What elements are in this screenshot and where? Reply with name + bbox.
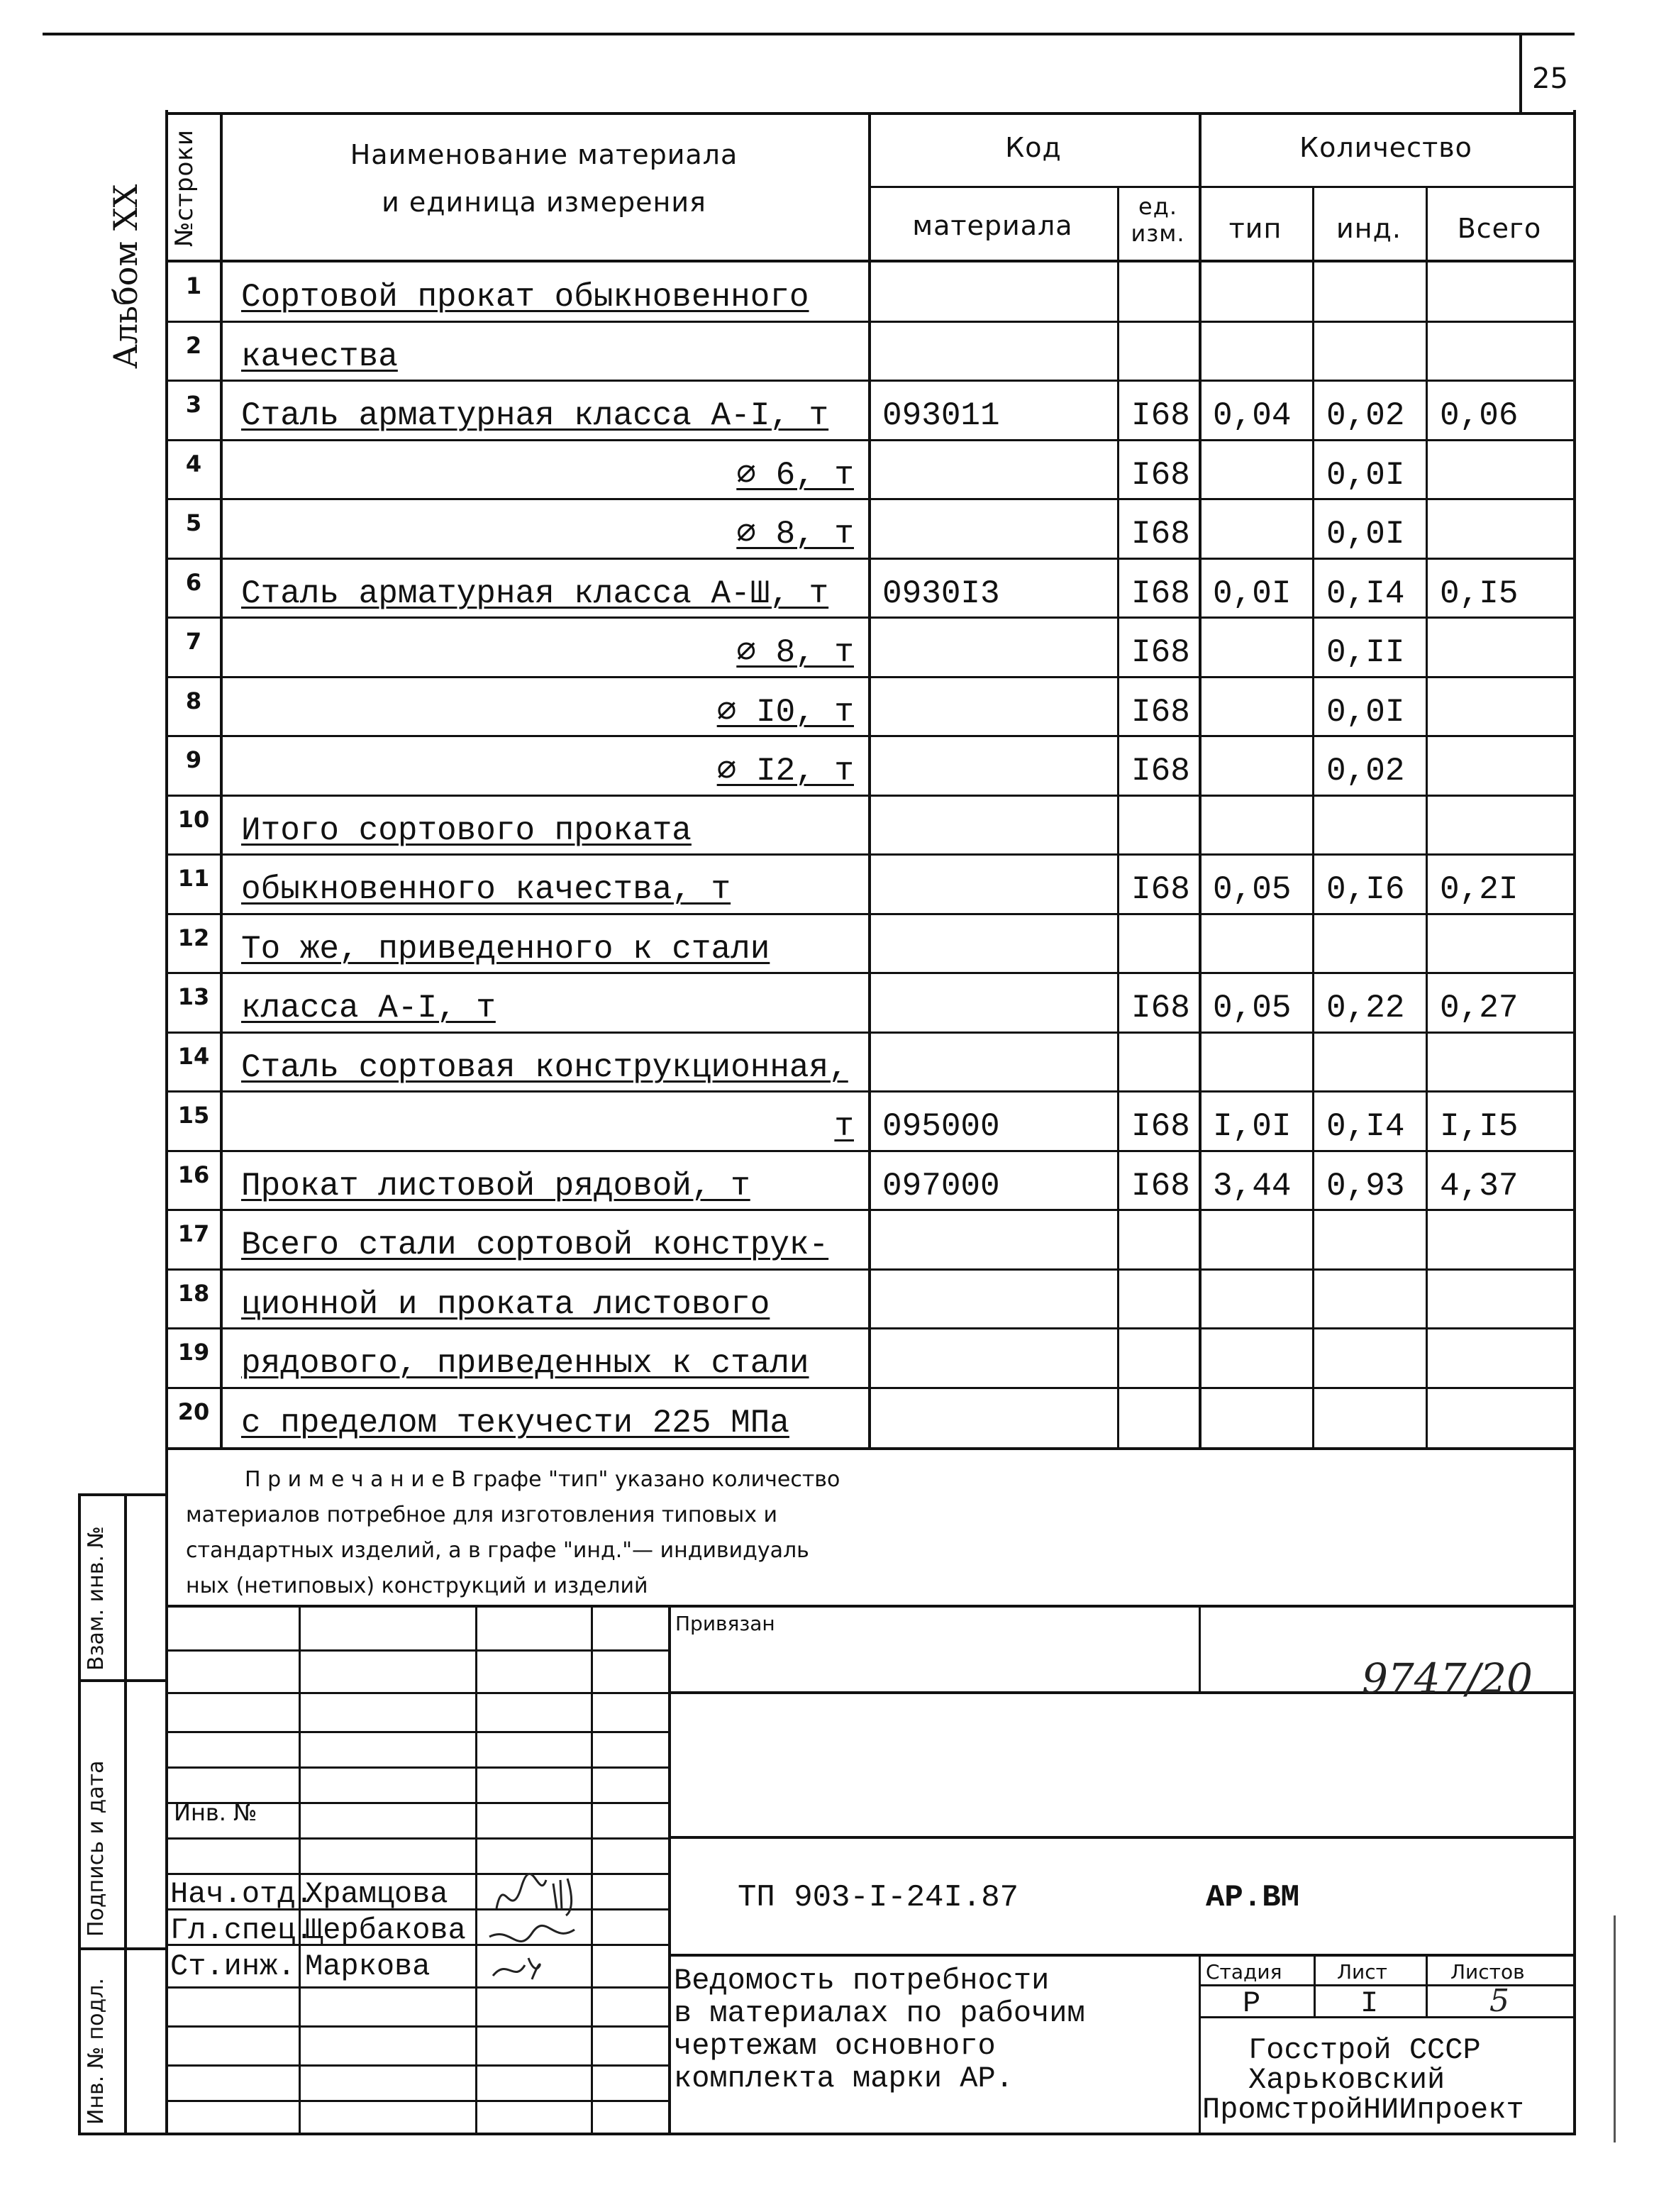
header-unit-line1: ед. bbox=[1138, 193, 1177, 220]
side-vzam-label: Взам. инв. № bbox=[84, 1526, 109, 1671]
qty-total: I,I5 bbox=[1440, 1108, 1519, 1145]
note-line-4: ных (нетиповых) конструкций и изделий bbox=[186, 1574, 648, 1598]
row-separator bbox=[165, 1387, 1573, 1389]
row-number: 8 bbox=[185, 687, 202, 714]
material-name: ∅ 8, т bbox=[736, 634, 854, 671]
qty-typ: 0,05 bbox=[1213, 871, 1292, 908]
title-line-4: комплекта марки АР. bbox=[674, 2062, 1014, 2096]
header-subline bbox=[868, 186, 1573, 188]
col-sep-code bbox=[1199, 112, 1201, 1449]
side-sep-2 bbox=[78, 1947, 168, 1950]
stamp-row-line bbox=[168, 1837, 668, 1840]
note-line-1: П р и м е ч а н и е В графе "тип" указано количество bbox=[245, 1467, 840, 1492]
row-number: 18 bbox=[177, 1280, 210, 1307]
unit-code: I68 bbox=[1131, 990, 1190, 1027]
material-name: Всего стали сортовой конструк- bbox=[241, 1227, 829, 1263]
privyazan-label: Привязан bbox=[675, 1612, 775, 1635]
qty-ind: 0,22 bbox=[1326, 990, 1405, 1027]
inv-no-label: Инв. № bbox=[174, 1799, 257, 1826]
title-line-3: чертежам основного bbox=[674, 2029, 996, 2063]
material-name: ционной и проката листового bbox=[241, 1286, 770, 1323]
qty-ind: 0,02 bbox=[1326, 753, 1405, 790]
note-line-3: стандартных изделий, а в графе "инд."— индивидуаль bbox=[186, 1538, 809, 1563]
stage-header: Стадия bbox=[1206, 1960, 1282, 1984]
stamp-row-line bbox=[168, 1731, 668, 1733]
row-number: 14 bbox=[177, 1043, 210, 1070]
side-podpis-label: Подпись и дата bbox=[84, 1760, 109, 1937]
row-separator bbox=[165, 616, 1573, 619]
qty-ind: 0,0I bbox=[1326, 694, 1405, 731]
title-line-2: в материалах по рабочим bbox=[674, 1996, 1085, 2030]
material-name: качества bbox=[241, 338, 398, 375]
row-separator bbox=[165, 795, 1573, 797]
material-name: То же, приведенного к стали bbox=[241, 931, 770, 968]
org-line-2: Харьковский bbox=[1248, 2063, 1445, 2097]
material-name: т bbox=[834, 1108, 854, 1145]
stamp-col-3 bbox=[591, 1605, 593, 2135]
person-3-role: Ст.инж. bbox=[170, 1950, 296, 1984]
qty-typ: I,0I bbox=[1213, 1108, 1292, 1145]
material-name: Сталь арматурная класса А-I, т bbox=[241, 397, 829, 434]
material-name: класса А-I, т bbox=[241, 990, 496, 1027]
row-separator bbox=[165, 1090, 1573, 1093]
row-number: 15 bbox=[177, 1102, 210, 1129]
row-number: 17 bbox=[177, 1220, 210, 1247]
sheet-value: I bbox=[1360, 1986, 1379, 2020]
table-body-bottom bbox=[165, 1447, 1576, 1450]
album-label: Альбом XX bbox=[106, 184, 145, 369]
row-separator bbox=[165, 1268, 1573, 1271]
stamp-col-1 bbox=[299, 1605, 301, 2135]
stamp-row-line bbox=[168, 2100, 668, 2102]
col-sep-name bbox=[868, 112, 871, 1449]
person-2-role: Гл.спец. bbox=[170, 1913, 313, 1947]
person-1-name: Храмцова bbox=[305, 1877, 448, 1911]
bottom-border bbox=[78, 2133, 1576, 2135]
unit-code: I68 bbox=[1131, 694, 1190, 731]
row-number: 10 bbox=[177, 806, 210, 833]
header-code: Код bbox=[1005, 132, 1062, 163]
stamp-doccode-bottom bbox=[668, 1954, 1576, 1957]
page-number-box-left bbox=[1519, 33, 1522, 114]
qty-typ: 0,0I bbox=[1213, 575, 1292, 612]
qty-ind: 0,0I bbox=[1326, 457, 1405, 494]
side-top bbox=[78, 1493, 168, 1496]
top-border bbox=[43, 33, 1575, 35]
row-separator bbox=[165, 853, 1573, 856]
person-2-name: Щербакова bbox=[305, 1913, 466, 1947]
header-material: материала bbox=[912, 210, 1073, 241]
header-ind: инд. bbox=[1336, 213, 1402, 244]
row-number: 7 bbox=[185, 628, 202, 655]
row-separator bbox=[165, 439, 1573, 441]
header-unit-line2: изм. bbox=[1131, 220, 1185, 247]
row-number: 3 bbox=[185, 391, 202, 418]
header-name-line1: Наименование материала bbox=[350, 139, 738, 170]
side-col-left bbox=[78, 1493, 81, 2135]
qty-typ: 0,04 bbox=[1213, 397, 1292, 434]
qty-total: 4,37 bbox=[1440, 1168, 1519, 1205]
row-separator bbox=[165, 380, 1573, 382]
row-number: 5 bbox=[185, 509, 202, 536]
header-total: Всего bbox=[1457, 213, 1542, 244]
stamp-privyazan-sep bbox=[1199, 1605, 1201, 1691]
material-name: Сталь арматурная класса А-Ш, т bbox=[241, 575, 829, 612]
stamp-row-line bbox=[168, 2025, 668, 2028]
stamp-top bbox=[165, 1605, 1576, 1608]
row-separator bbox=[165, 1032, 1573, 1034]
person-1-role: Нач.отд. bbox=[170, 1877, 313, 1911]
header-quantity: Количество bbox=[1299, 132, 1472, 163]
unit-code: I68 bbox=[1131, 1108, 1190, 1145]
material-name: ∅ 8, т bbox=[736, 516, 854, 553]
stamp-row-line bbox=[168, 1649, 668, 1652]
row-number: 13 bbox=[177, 983, 210, 1010]
doc-mark: АР.ВМ bbox=[1206, 1880, 1300, 1915]
row-separator bbox=[165, 321, 1573, 323]
org-line-1: Госстрой СССР bbox=[1248, 2033, 1481, 2067]
col-sep-typ bbox=[1312, 186, 1314, 1449]
note-line-2: материалов потребное для изготовления типовых и bbox=[186, 1503, 778, 1527]
stamp-row-line bbox=[168, 1692, 668, 1694]
material-code: 095000 bbox=[882, 1108, 1000, 1145]
material-name: обыкновенного качества, т bbox=[241, 871, 731, 908]
qty-total: 0,2I bbox=[1440, 871, 1519, 908]
stamp-doccode-top bbox=[668, 1836, 1576, 1839]
unit-code: I68 bbox=[1131, 457, 1190, 494]
signature-scribbles bbox=[482, 1859, 589, 1986]
title-line-1: Ведомость потребности bbox=[674, 1964, 1050, 1998]
qty-ind: 0,0I bbox=[1326, 516, 1405, 553]
qty-ind: 0,I6 bbox=[1326, 871, 1405, 908]
qty-total: 0,27 bbox=[1440, 990, 1519, 1027]
sheet-header: Лист bbox=[1337, 1960, 1387, 1984]
qty-ind: 0,02 bbox=[1326, 397, 1405, 434]
material-name: ∅ I0, т bbox=[716, 694, 854, 731]
page-number: 25 bbox=[1532, 62, 1568, 95]
scan-edge bbox=[1614, 1915, 1616, 2142]
col-sep-rownum bbox=[220, 112, 223, 1449]
qty-ind: 0,I4 bbox=[1326, 1108, 1405, 1145]
org-line-3: ПромстройНИИпроект bbox=[1202, 2093, 1524, 2127]
col-sep-material bbox=[1117, 186, 1119, 1449]
material-name: ∅ 6, т bbox=[736, 457, 854, 494]
row-number: 12 bbox=[177, 924, 210, 951]
header-typ: тип bbox=[1228, 213, 1282, 244]
unit-code: I68 bbox=[1131, 634, 1190, 671]
material-name: Сортовой прокат обыкновенного bbox=[241, 279, 809, 316]
handwritten-number: 9747/20 bbox=[1362, 1654, 1533, 1703]
stamp-row-line bbox=[168, 1873, 668, 1875]
row-separator bbox=[165, 1327, 1573, 1329]
qty-ind: 0,II bbox=[1326, 634, 1405, 671]
unit-code: I68 bbox=[1131, 753, 1190, 790]
material-name: с пределом текучести 225 МПа bbox=[241, 1405, 789, 1442]
row-number: 20 bbox=[177, 1398, 210, 1425]
material-name: Сталь сортовая конструкционная, bbox=[241, 1049, 848, 1086]
material-code: 0930I3 bbox=[882, 575, 1000, 612]
person-3-name: Маркова bbox=[305, 1950, 431, 1984]
row-separator bbox=[165, 676, 1573, 678]
row-separator bbox=[165, 558, 1573, 560]
unit-code: I68 bbox=[1131, 397, 1190, 434]
stamp-row-line bbox=[168, 1766, 668, 1769]
sheets-header: Листов bbox=[1450, 1960, 1525, 1984]
col-sep-ind bbox=[1426, 186, 1428, 1449]
row-number: 4 bbox=[185, 450, 202, 477]
unit-code: I68 bbox=[1131, 1168, 1190, 1205]
material-name: Прокат листовой рядовой, т bbox=[241, 1168, 750, 1205]
stamp-col-2 bbox=[475, 1605, 477, 2135]
row-separator bbox=[165, 498, 1573, 500]
qty-ind: 0,93 bbox=[1326, 1168, 1405, 1205]
sheets-value: 5 bbox=[1489, 1983, 1509, 2019]
table-left-border bbox=[165, 110, 168, 1449]
row-number: 2 bbox=[185, 332, 202, 359]
material-code: 097000 bbox=[882, 1168, 1000, 1205]
row-number: 1 bbox=[185, 272, 202, 299]
doc-code: ТП 903-I-24I.87 bbox=[738, 1880, 1019, 1915]
stamp-row-line bbox=[168, 2064, 668, 2067]
side-sep-1 bbox=[78, 1679, 168, 1682]
stamp-left-border bbox=[165, 1447, 168, 2135]
stage-value: Р bbox=[1243, 1986, 1261, 2020]
qty-ind: 0,I4 bbox=[1326, 575, 1405, 612]
side-col-right bbox=[124, 1493, 127, 2135]
material-name: ∅ I2, т bbox=[716, 753, 854, 790]
row-separator bbox=[165, 1209, 1573, 1211]
unit-code: I68 bbox=[1131, 575, 1190, 612]
header-bottom bbox=[165, 260, 1576, 262]
qty-total: 0,06 bbox=[1440, 397, 1519, 434]
row-number: 16 bbox=[177, 1161, 210, 1188]
row-number: 9 bbox=[185, 746, 202, 773]
row-separator bbox=[165, 1150, 1573, 1152]
header-rownum: №строки bbox=[170, 129, 199, 247]
stamp-title-sep bbox=[1199, 1954, 1201, 2135]
side-inv-podl-label: Инв. № подл. bbox=[84, 1978, 109, 2125]
stamp-row-line bbox=[168, 1986, 668, 1989]
qty-typ: 3,44 bbox=[1213, 1168, 1292, 1205]
qty-total: 0,I5 bbox=[1440, 575, 1519, 612]
row-number: 6 bbox=[185, 569, 202, 596]
stamp-mid-vertical bbox=[668, 1605, 671, 2135]
row-separator bbox=[165, 735, 1573, 737]
qty-typ: 0,05 bbox=[1213, 990, 1292, 1027]
table-right-border bbox=[1573, 110, 1576, 2135]
unit-code: I68 bbox=[1131, 516, 1190, 553]
row-separator bbox=[165, 972, 1573, 974]
header-name-line2: и единица измерения bbox=[382, 187, 706, 218]
row-number: 11 bbox=[177, 865, 210, 892]
row-separator bbox=[165, 913, 1573, 915]
material-name: рядового, приведенных к стали bbox=[241, 1345, 809, 1382]
unit-code: I68 bbox=[1131, 871, 1190, 908]
material-code: 093011 bbox=[882, 397, 1000, 434]
row-number: 19 bbox=[177, 1339, 210, 1366]
material-name: Итого сортового проката bbox=[241, 812, 692, 849]
